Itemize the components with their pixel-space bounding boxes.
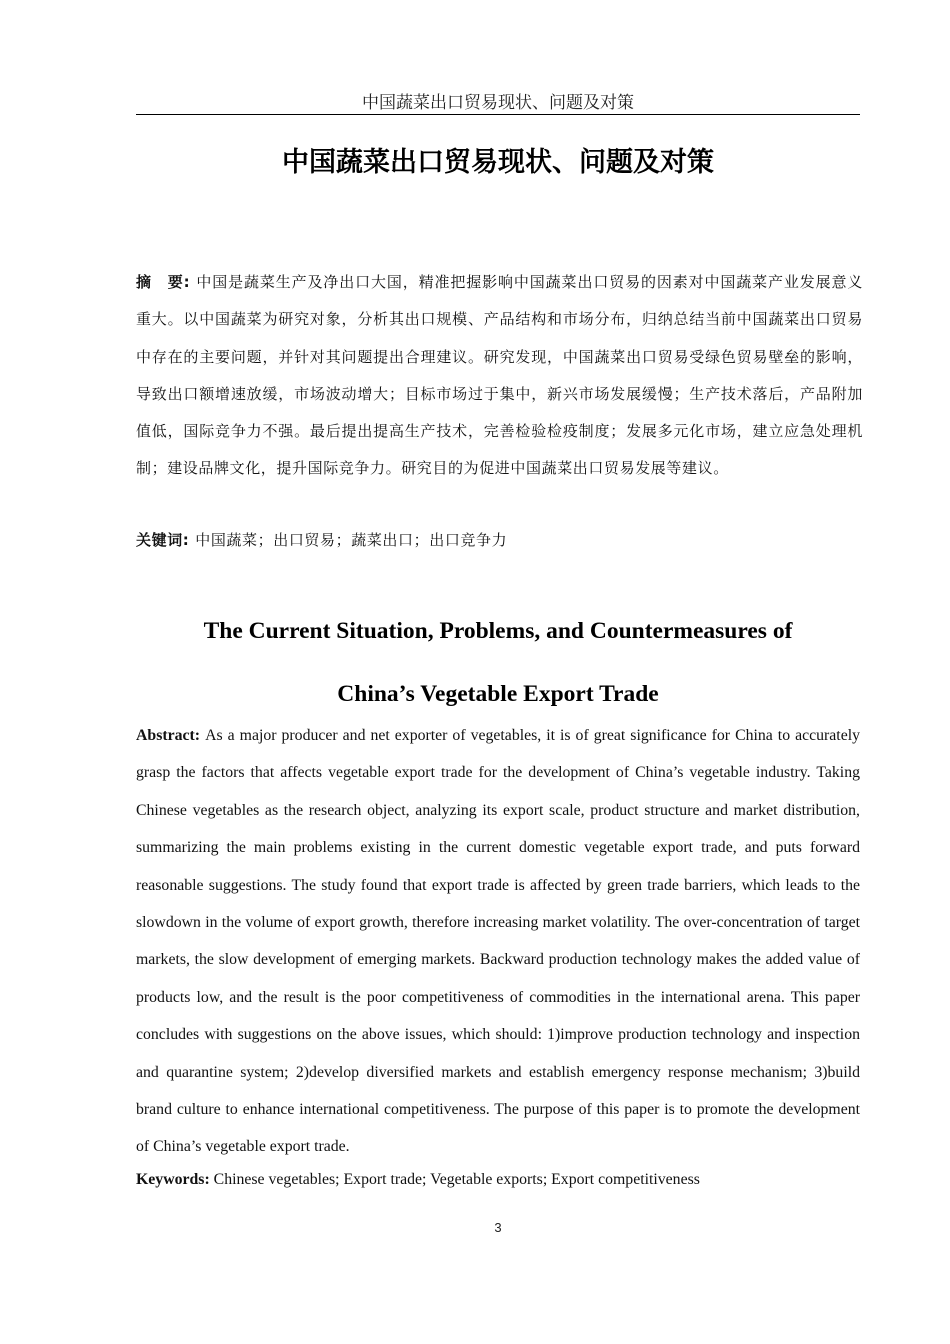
- english-keywords: [136, 1166, 860, 1194]
- chinese-keywords: [136, 524, 860, 556]
- english-abstract-label: Abstract:: [136, 727, 206, 744]
- running-header: 中国蔬菜出口贸易现状、问题及对策: [362, 93, 634, 113]
- english-abstract-text: As a major producer and net exporter of vegetables, it is of great significance for China to accurately grasp the factors that affects vegetable export trade for the development of China’s vegetable industry. Taking Chinese vegetables as the research object, analyzing its export scale, product structure and market distribution, summarizing the main problems existing in the current domestic vegetable export trade, and puts forward reasonable suggestions. The study found that export trade is affected by green trade barriers, which leads to the slowdown in the volume of export growth, therefore increasing market volatility. The over-concentration of target markets, the slow development of emerging markets. Backward production technology makes the added value of products low, and the result is the poor competitiveness of commodities in the international arena. This paper concludes with suggestions on the above issues, which should: 1)improve production technology and inspection and quarantine system; 2)develop diversified markets and establish emergency response mechanism; 3)build brand culture to enhance international competitiveness. The purpose of this paper is to promote the development of China’s vegetable export trade.: [136, 727, 860, 1156]
- english-title-line-1: The Current Situation, Problems, and Countermeasures of: [203, 618, 793, 644]
- header-rule: [136, 114, 860, 115]
- english-keywords-text: Chinese vegetables; Export trade; Vegetable exports; Export competitiveness: [213, 1171, 700, 1188]
- chinese-abstract-label: 摘 要:: [136, 273, 197, 291]
- chinese-abstract-text: 中国是蔬菜生产及净出口大国，精准把握影响中国蔬菜出口贸易的因素对中国蔬菜产业发展意义重大。以中国蔬菜为研究对象，分析其出口规模、产品结构和市场分布，归纳总结当前中国蔬菜出口贸易中存在的主要问题，并针对其问题提出合理建议。研究发现，中国蔬菜出口贸易受绿色贸易壁垒的影响，导致出口额增速放缓，市场波动增大；目标市场过于集中，新兴市场发展缓慢；生产技术落后，产品附加值低，国际竞争力不强。最后提出提高生产技术，完善检验检疫制度；发展多元化市场，建立应急处理机制；建设品牌文化，提升国际竞争力。研究目的为促进中国蔬菜出口贸易发展等建议。: [136, 273, 863, 478]
- english-abstract: [136, 717, 860, 1166]
- page-number: 3: [494, 1220, 502, 1235]
- chinese-abstract: [136, 264, 863, 488]
- chinese-keywords-text: 中国蔬菜；出口贸易；蔬菜出口；出口竞争力: [195, 531, 508, 549]
- english-title-line-2: China’s Vegetable Export Trade: [337, 681, 659, 707]
- chinese-title: 中国蔬菜出口贸易现状、问题及对策: [282, 147, 714, 178]
- english-title: [136, 600, 860, 726]
- chinese-keywords-label: 关键词:: [136, 531, 196, 549]
- english-keywords-label: Keywords:: [136, 1171, 214, 1188]
